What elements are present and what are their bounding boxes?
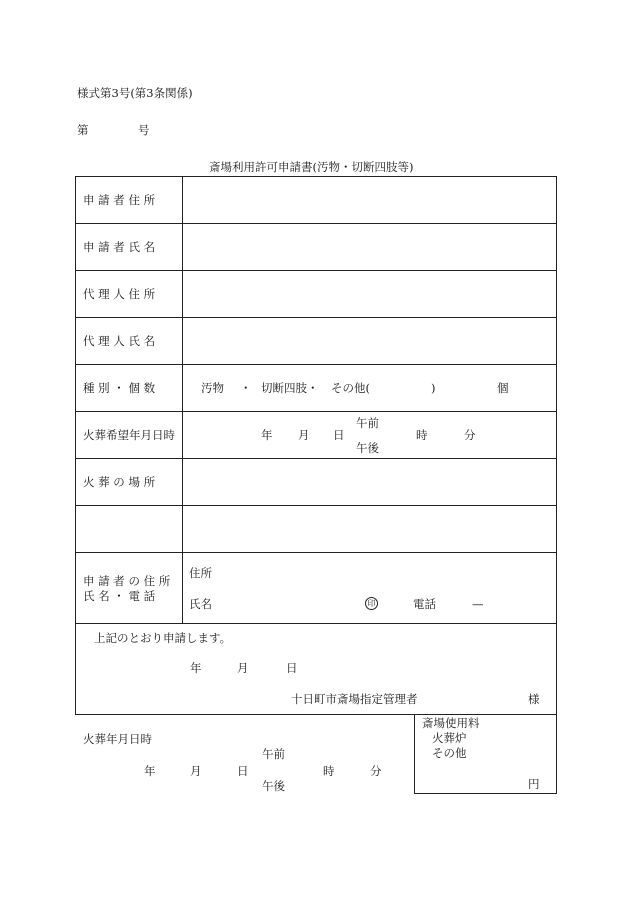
- decl-day: 日: [286, 661, 298, 675]
- label-applicant-address: 申 請 者 住 所: [83, 193, 156, 207]
- row-divider: [75, 364, 557, 365]
- fee-cremation-furnace: 火葬炉: [432, 731, 467, 745]
- option-other[interactable]: その他(: [331, 381, 370, 395]
- decl-month: 月: [237, 661, 249, 675]
- bottom-am: 午前: [262, 747, 285, 761]
- label-type-count: 種 別 ・ 個 数: [83, 381, 156, 395]
- agent-name-field[interactable]: [184, 319, 555, 363]
- applicant-address-field[interactable]: [184, 178, 555, 222]
- form-number: 様式第3号(第3条関係): [77, 86, 193, 100]
- row-divider: [75, 317, 557, 318]
- label-agent-name: 代 理 人 氏 名: [83, 334, 156, 348]
- row-divider: [75, 411, 557, 412]
- row-divider: [75, 505, 557, 506]
- label-cremation-datetime: 火葬希望年月日時: [83, 428, 175, 442]
- row-divider: [75, 223, 557, 224]
- row-divider: [75, 623, 557, 624]
- option-limbs[interactable]: 切断四肢・: [261, 381, 319, 395]
- serial-go: 号: [138, 123, 150, 137]
- bottom-year: 年: [144, 764, 156, 778]
- applicant-name-field[interactable]: [184, 225, 555, 269]
- decl-honorific: 様: [528, 692, 540, 706]
- agent-address-field[interactable]: [184, 272, 555, 316]
- label-contact-line1: 申 請 者 の 住 所: [83, 574, 171, 588]
- bottom-hour: 時: [323, 764, 335, 778]
- fee-title: 斎場使用料: [422, 716, 480, 730]
- contact-phone-dash: —: [472, 597, 484, 611]
- cremation-place-field[interactable]: [184, 460, 555, 504]
- label-contact-line2: 氏 名 ・ 電 話: [83, 589, 156, 603]
- dt-month: 月: [298, 428, 310, 442]
- option-other-close: ): [431, 381, 436, 395]
- option-separator: ・: [240, 381, 252, 395]
- bottom-minute: 分: [370, 764, 382, 778]
- label-agent-address: 代 理 人 住 所: [83, 287, 156, 301]
- contact-name-label: 氏名: [189, 597, 212, 611]
- option-filth[interactable]: 汚物: [201, 381, 224, 395]
- dt-day: 日: [333, 428, 345, 442]
- fee-yen: 円: [528, 777, 540, 791]
- bottom-month: 月: [190, 764, 202, 778]
- contact-phone-label: 電話: [413, 597, 436, 611]
- label-column-divider: [182, 176, 183, 624]
- seal-icon: 印: [365, 597, 378, 610]
- dt-pm[interactable]: 午後: [356, 441, 379, 455]
- contact-address-label: 住所: [189, 566, 212, 580]
- dt-hour: 時: [416, 428, 428, 442]
- count-unit: 個: [497, 381, 509, 395]
- label-applicant-name: 申 請 者 氏 名: [83, 240, 156, 254]
- serial-dai: 第: [77, 123, 89, 137]
- dt-year: 年: [261, 428, 273, 442]
- declaration-text: 上記のとおり申請します。: [94, 631, 232, 645]
- fee-other: その他: [432, 746, 467, 760]
- row-divider: [75, 270, 557, 271]
- row-divider: [75, 458, 557, 459]
- dt-minute: 分: [464, 428, 476, 442]
- label-cremation-place: 火 葬 の 場 所: [83, 475, 156, 489]
- row-divider: [75, 552, 557, 553]
- dt-am[interactable]: 午前: [356, 416, 379, 430]
- decl-year: 年: [190, 661, 202, 675]
- decl-addressee: 十日町市斎場指定管理者: [291, 692, 418, 706]
- bottom-cremation-label: 火葬年月日時: [83, 732, 152, 746]
- extra-blank-field[interactable]: [184, 507, 555, 551]
- form-title: 斎場利用許可申請書(汚物・切断四肢等): [209, 160, 414, 174]
- bottom-day: 日: [237, 764, 249, 778]
- bottom-pm: 午後: [262, 779, 285, 793]
